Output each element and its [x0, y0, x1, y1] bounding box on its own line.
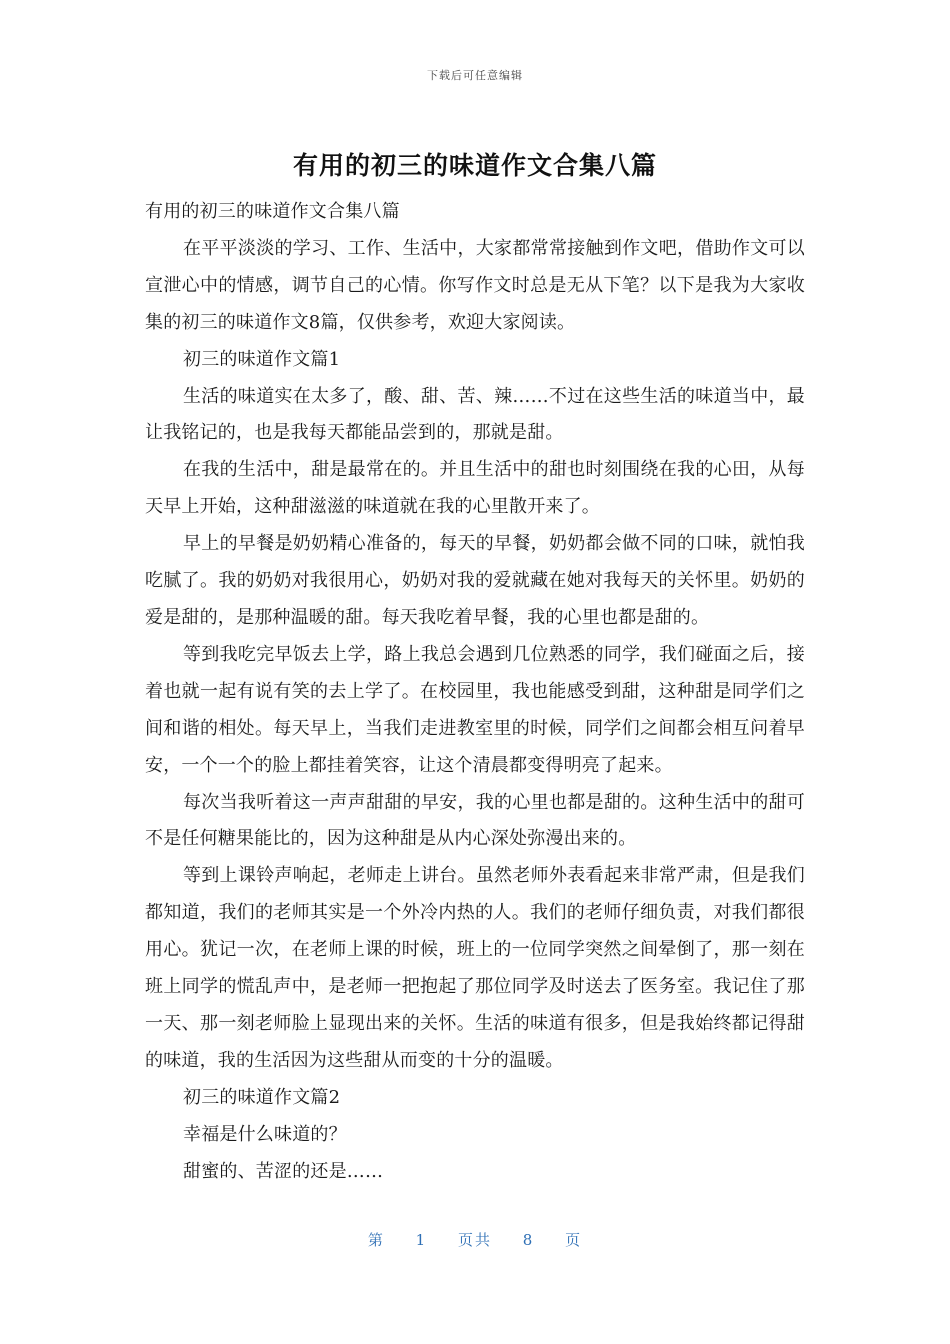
- paragraph: 在我的生活中，甜是最常在的。并且生活中的甜也时刻围绕在我的心田，从每天早上开始，这种甜滋滋的味道就在我的心里散开来了。: [145, 459, 805, 518]
- page-footer: [0, 1229, 950, 1250]
- header-note: 下载后可任意编辑: [427, 69, 523, 82]
- section-heading: 初三的味道作文篇2: [183, 1086, 341, 1108]
- document-body: [145, 194, 805, 1190]
- paragraph: 等到我吃完早饭去上学，路上我总会遇到几位熟悉的同学，我们碰面之后，接着也就一起有说有笑的去上学了。在校园里，我也能感受到甜，这种甜是同学们之间和谐的相处。每天早上，当我们走进教室里的时候，同学们之间都会相互问着早安，一个一个的脸上都挂着笑容，让这个清晨都变得明亮了起来。: [145, 643, 805, 776]
- paragraph: 在平平淡淡的学习、工作、生活中，大家都常常接触到作文吧，借助作文可以宣泄心中的情感，调节自己的心情。你写作文时总是无从下笔？以下是我为大家收集的初三的味道作文8篇，仅供参考，欢迎大家阅读。: [145, 237, 805, 333]
- section-heading: 初三的味道作文篇1: [183, 348, 341, 370]
- paragraph: 每次当我听着这一声声甜甜的早安，我的心里也都是甜的。这种生活中的甜可不是任何糖果能比的，因为这种甜是从内心深处弥漫出来的。: [145, 791, 805, 850]
- paragraph: 幸福是什么味道的？: [183, 1123, 347, 1145]
- paragraph: 有用的初三的味道作文合集八篇: [145, 201, 400, 222]
- paragraph: 等到上课铃声响起，老师走上讲台。虽然老师外表看起来非常严肃，但是我们都知道，我们的老师其实是一个外冷内热的人。我们的老师仔细负责，对我们都很用心。犹记一次，在老师上课的时候，班上的一位同学突然之间晕倒了，那一刻在班上同学的慌乱声中，是老师一把抱起了那位同学及时送去了医务室。我记住了那一天、那一刻老师脸上显现出来的关怀。生活的味道有很多，但是我始终都记得甜的味道，我的生活因为这些甜从而变的十分的温暖。: [145, 865, 805, 1071]
- footer-middle: 页共: [457, 1231, 492, 1249]
- document-title: 有用的初三的味道作文合集八篇: [292, 151, 657, 180]
- paragraph: 生活的味道实在太多了，酸、甜、苦、辣……不过在这些生活的味道当中，最让我铭记的，也是我每天都能品尝到的，那就是甜。: [145, 385, 805, 444]
- paragraph: 早上的早餐是奶奶精心准备的，每天的早餐，奶奶都会做不同的口味，就怕我吃腻了。我的奶奶对我很用心，奶奶对我的爱就藏在她对我每天的关怀里。奶奶的爱是甜的，是那种温暖的甜。每天我吃着早餐，我的心里也都是甜的。: [145, 533, 805, 628]
- footer-suffix: 页: [565, 1231, 583, 1249]
- footer-prefix: 第: [367, 1231, 385, 1249]
- footer-total-pages: 8: [522, 1231, 535, 1249]
- footer-page-number: 1: [415, 1231, 428, 1249]
- paragraph: 甜蜜的、苦涩的还是……: [183, 1160, 384, 1182]
